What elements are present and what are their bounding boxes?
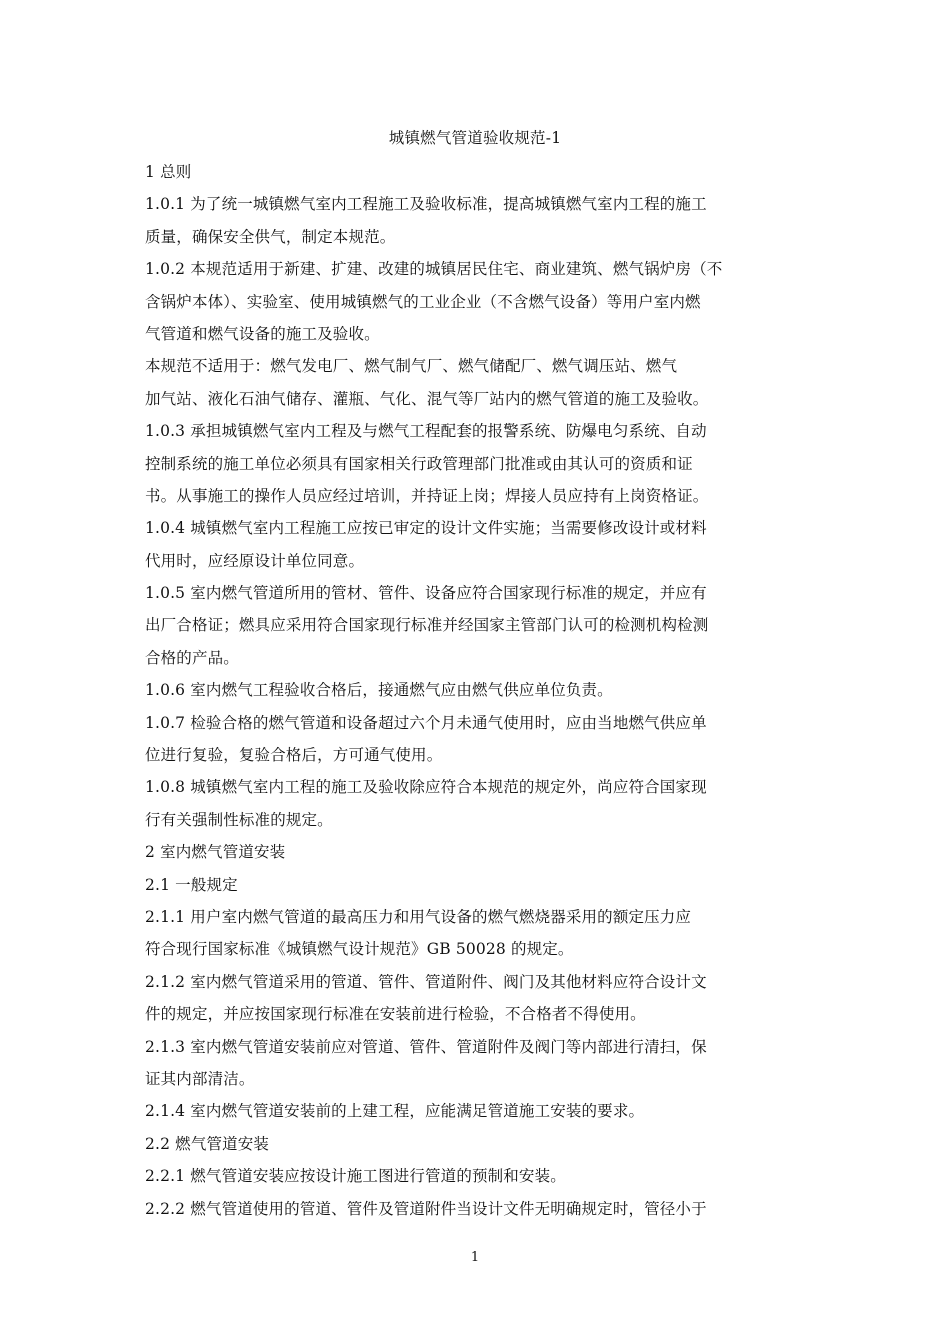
text-line: 1.0.3 承担城镇燃气室内工程及与燃气工程配套的报警系统、防爆电匀系统、自动 [145, 422, 707, 441]
text-line: 2.2 燃气管道安装 [145, 1134, 270, 1153]
text-line: 2.1.3 室内燃气管道安装前应对管道、管件、管道附件及阀门等内部进行清扫，保 [145, 1037, 707, 1056]
text-line: 加气站、液化石油气储存、灌瓶、气化、混气等厂站内的燃气管道的施工及验收。 [145, 389, 709, 408]
text-line: 2 室内燃气管道安装 [145, 843, 286, 862]
text-line: 本规范不适用于：燃气发电厂、燃气制气厂、燃气储配厂、燃气调压站、燃气 [145, 357, 678, 376]
text-line: 1.0.6 室内燃气工程验收合格后，接通燃气应由燃气供应单位负责。 [145, 681, 613, 700]
text-line: 出厂合格证；燃具应采用符合国家现行标准并经国家主管部门认可的检测机构检测 [145, 616, 709, 635]
text-line: 代用时，应经原设计单位同意。 [145, 551, 365, 570]
text-line: 件的规定，并应按国家现行标准在安装前进行检验，不合格者不得使用。 [145, 1005, 646, 1024]
text-line: 书。从事施工的操作人员应经过培训，并持证上岗；焊接人员应持有上岗资格证。 [145, 486, 709, 505]
text-line: 2.2.1 燃气管道安装应按设计施工图进行管道的预制和安装。 [145, 1167, 566, 1186]
text-line: 证其内部清洁。 [145, 1069, 255, 1088]
text-line: 符合现行国家标准《城镇燃气设计规范》GB 50028 的规定。 [145, 940, 574, 959]
text-line: 1.0.4 城镇燃气室内工程施工应按已审定的设计文件实施；当需要修改设计或材料 [145, 519, 707, 538]
text-line: 1.0.8 城镇燃气室内工程的施工及验收除应符合本规范的规定外，尚应符合国家现 [145, 778, 707, 797]
text-line: 控制系统的施工单位必须具有国家相关行政管理部门批准或由其认可的资质和证 [145, 454, 693, 473]
text-line: 位进行复验，复验合格后，方可通气使用。 [145, 746, 443, 765]
text-line: 1.0.2 本规范适用于新建、扩建、改建的城镇居民住宅、商业建筑、燃气锅炉房（不 [145, 260, 723, 279]
text-line: 2.2.2 燃气管道使用的管道、管件及管道附件当设计文件无明确规定时，管径小于 [145, 1199, 707, 1218]
page-number: 1 [470, 1250, 480, 1265]
text-line: 2.1.4 室内燃气管道安装前的上建工程，应能满足管道施工安装的要求。 [145, 1102, 645, 1121]
text-line: 合格的产品。 [145, 648, 239, 667]
document-body [145, 156, 765, 1225]
text-line: 2.1.2 室内燃气管道采用的管道、管件、管道附件、阀门及其他材料应符合设计文 [145, 972, 707, 991]
text-line: 1 总则 [145, 163, 192, 181]
text-line: 1.0.5 室内燃气管道所用的管材、管件、设备应符合国家现行标准的规定，并应有 [145, 584, 707, 603]
text-line: 2.1 一般规定 [145, 875, 238, 894]
text-line: 1.0.7 检验合格的燃气管道和设备超过六个月未通气使用时，应由当地燃气供应单 [145, 713, 707, 732]
text-line: 2.1.1 用户室内燃气管道的最高压力和用气设备的燃气燃烧器采用的额定压力应 [145, 907, 692, 926]
text-line: 含锅炉本体）、实验室、使用城镇燃气的工业企业（不含燃气设备）等用户室内燃 [145, 292, 701, 311]
text-line: 1.0.1 为了统一城镇燃气室内工程施工及验收标准，提高城镇燃气室内工程的施工 [145, 195, 707, 214]
text-line: 气管道和燃气设备的施工及验收。 [145, 324, 380, 343]
text-line: 行有关强制性标准的规定。 [145, 810, 333, 829]
document-title: 城镇燃气管道验收规范-1 [388, 129, 562, 147]
text-line: 质量，确保安全供气，制定本规范。 [145, 227, 396, 246]
